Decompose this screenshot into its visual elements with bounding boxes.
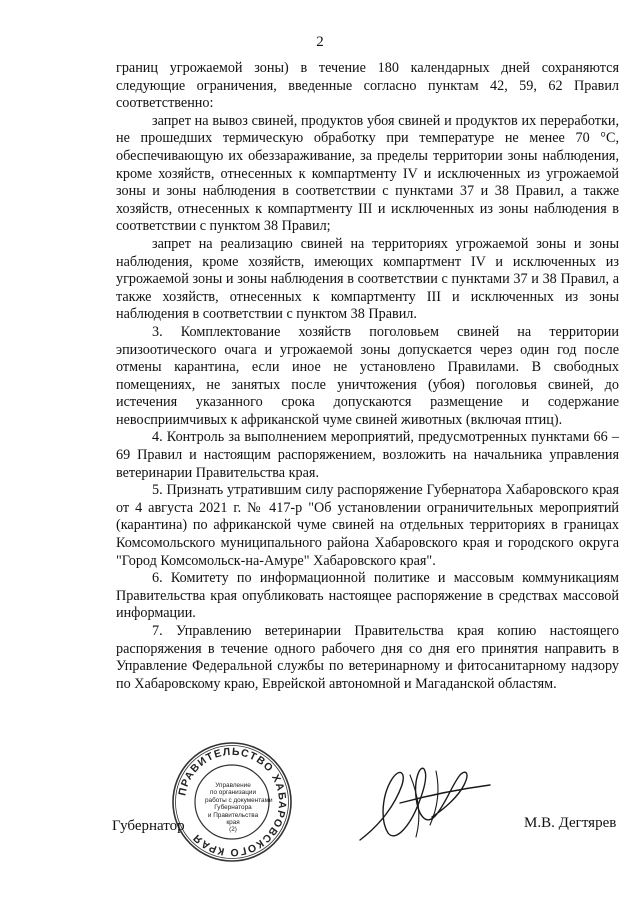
handwritten-signature-icon <box>340 745 510 855</box>
paragraph: 7. Управлению ветеринарии Правительства края копию настоящего распоряжения в течение одного рабочего дня со дня его принятия направить в Управление Федеральной службы по ветеринарному и фитосанитарному надзору по Хабаровскому краю, Еврейской автономной и Магаданской областям. <box>116 623 619 692</box>
document-body <box>116 60 619 693</box>
seal-inner-line: края <box>226 819 240 827</box>
paragraph: 3. Комплектование хозяйств поголовьем свиней на территории эпизоотического очага и угрожаемой зоны допускается через один год после отмены карантина, если иное не установлено Правилами. В свободных помещениях, не занятых после уничтожения (убоя) поголовья свиней, до истечения указанного срока допускаются размещение и содержание невосприимчивых к африканской чуме свиней животных (включая птиц). <box>116 323 619 428</box>
paragraph: 5. Признать утратившим силу распоряжение Губернатора Хабаровского края от 4 августа 2021 г. № 417-р "Об установлении ограничительных мероприятий (карантина) по африканской чуме свиней на отдельных территориях в границах Комсомольского муниципального района Хабаровского края и городского округа "Город Комсомольск-на-Амуре" Хабаровского края". <box>116 482 619 569</box>
seal-inner-line: и Правительства <box>207 811 259 819</box>
seal-inner-line: (2) <box>229 826 237 834</box>
paragraph: запрет на реализацию свиней на территориях угрожаемой зоны и зоны наблюдения, кроме хозяйств, имеющих компартмент IV и исключенных из угрожаемой зоны и зоны наблюдения в соответствии с пунктами 37 и 38 Правил, а также хозяйств, отнесенных к компартменту III и исключенных из зоны наблюдения в соответствии с пунктом 38 Правил. <box>116 235 619 323</box>
seal-ring-text: ПРАВИТЕЛЬСТВО ХАБАРОВСКОГО КРАЯ <box>176 745 289 859</box>
seal-inner-line: работы с документами <box>205 796 273 804</box>
seal-inner-line: по организации <box>209 789 257 797</box>
seal-inner-line: Управление <box>215 782 251 789</box>
signatory-name: М.В. Дегтярев <box>524 815 617 831</box>
seal-inner-line: Губернатора <box>214 804 252 812</box>
paragraph: границ угрожаемой зоны) в течение 180 календарных дней сохраняются следующие ограничения, введенные согласно пунктам 42, 59, 62 Правил соответственно: <box>116 60 619 112</box>
paragraph: 4. Контроль за выполнением мероприятий, предусмотренных пунктами 66 – 69 Правил и настоящим распоряжением, возложить на начальника управления ветеринарии Правительства края. <box>116 429 619 481</box>
paragraph: 6. Комитету по информационной политике и массовым коммуникациям Правительства края опубликовать настоящее распоряжение в средствах массовой информации. <box>116 570 619 622</box>
seal-inner-text <box>205 782 273 834</box>
page-number: 2 <box>316 34 324 50</box>
signatory-title: Губернатор <box>112 818 185 834</box>
paragraph: запрет на вывоз свиней, продуктов убоя свиней и продуктов их переработки, не прошедших термическую обработку при температуре не менее 70 °С, обеспечивающую их обеззараживание, за пределы территории зоны наблюдения, кроме хозяйств, отнесенных к компартменту IV и исключенных из угрожаемой зоны и зоны наблюдения в соответствии с пунктами 37 и 38 Правил, а также хозяйств, отнесенных к компартменту III и исключенных из зоны наблюдения в соответствии с пунктом 38 Правил; <box>116 112 619 235</box>
